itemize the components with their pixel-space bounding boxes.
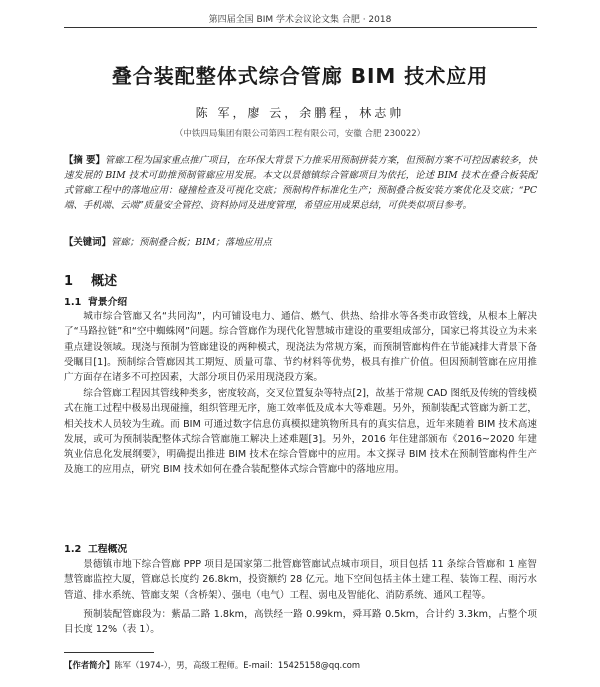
keywords-text: 管廊；预制叠合板；BIM；落地应用点 [110, 237, 272, 248]
footnote-rule [64, 652, 154, 653]
section-1-2-title: 工程概况 [88, 544, 128, 555]
section-1-heading [64, 270, 117, 289]
running-head: 第四届全国 BIM 学术会议论文集 合肥 · 2018 [208, 15, 392, 25]
paragraph-background-1: 城市综合管廊又名“共同沟”，内可铺设电力、通信、燃气、供热、给排水等各类市政管线，从根本上解决了“马路拉链”和“空中蜘蛛网”问题。综合管廊作为现代化智慧城市建设的重要组成部分，国家已将其设立为未来重点建设领域。现浇与预制为管廊建设的两种模式，现浇法为常规方案，而预制管廊构件在节能减排大背景下备受瞩目[1]。预制综合管廊因其工期短、质量可靠、节约材料等优势，极具有推广价值。但因预制管廊在应用推广方面存在诸多不可控因素，大部分项目仍采用现浇段方案。 [64, 311, 537, 384]
footnote-text: 陈军（1974-），男，高级工程师。E-mail：15425158@qq.com [114, 660, 361, 670]
section-1-title: 概述 [91, 274, 118, 289]
header-rule [64, 27, 537, 28]
paragraph-project-overview: 景德镇市地下综合管廊 PPP 项目是国家第二批管廊管廊试点城市项目，项目包括 11 条综合管廊和 1 座智慧管廊监控大厦，管廊总长度约 26.8km，投资额约 28 亿元。地下空间包括主体土建工程、装饰工程、雨污水管道、排水系统、管廊支架（含桥架）、强电（电气）工程、弱电及智能化、消防系统、通风工程等。 [64, 559, 537, 601]
abstract-label: 【摘 要】 [64, 155, 105, 166]
keywords [64, 234, 537, 248]
abstract [64, 153, 537, 213]
section-1-1-heading [64, 294, 127, 308]
abstract-text: 管廊工程为国家重点推广项目，在环保大背景下力推采用预制拼装方案，但预制方案不可控因素较多，快速发展的 BIM 技术可助推预制管廊应用发展。本文以景德镇综合管廊项目为依托，论述 BIM 技术在叠合板装配式管廊工程中的落地应用：碰撞检查及可视化交底；预制构件标准化生产；预制叠合板安装方案优化及交底；“PC 端、手机端、云端”质量安全管控、资料协同及进度管理，希望应用成果总结，可供类似项目参考。 [64, 155, 538, 211]
affiliation: （中铁四局集团有限公司第四工程有限公司，安徽 合肥 230022） [174, 129, 426, 139]
section-1-1-title: 背景介绍 [88, 297, 128, 308]
paragraph-background-2: 综合管廊工程因其管线种类多，密度较高，交叉位置复杂等特点[2]，故基于常规 CAD 图纸及传统的管线模式在施工过程中极易出现碰撞，组织管理无序，施工效率低及成本大等难题。另外，预制装配式管廊为新工艺，相关技术人员较为生疏。而 BIM 可通过数字信息仿真模拟建筑物所具有的真实信息，近年来随着 BIM 技术高速发展，或可为预制装配整体式综合管廊施工解决上述难题[3]。另外，2016 年住建部颁布《2016~2020 年建筑业信息化发展纲要》，明确提出推进 BIM 技术在综合管廊中的应用。本文探寻 BIM 技术在预制管廊构件生产及施工的应用点，研究 BIM 技术如何在叠合装配整体式综合管廊中的落地应用。 [64, 388, 537, 476]
paragraph-prefab-sections: 预制装配管廊段为：紫晶二路 1.8km，高铁经一路 0.99km，舜耳路 0.5km，合计约 3.3km，占整个项目长度 12%（表 1）。 [64, 609, 537, 636]
footnote-label: 【作者简介】 [64, 660, 115, 670]
authors: 陈 军，廖 云，余鹏程，林志帅 [195, 106, 405, 120]
author-footnote [64, 659, 537, 671]
section-1-2-number: 1.2 [64, 544, 82, 555]
keywords-label: 【关键词】 [64, 237, 111, 248]
section-1-1-number: 1.1 [64, 297, 82, 308]
section-1-number: 1 [64, 274, 74, 289]
paper-title: 叠合装配整体式综合管廊 BIM 技术应用 [111, 64, 489, 88]
section-1-2-heading [64, 541, 127, 555]
